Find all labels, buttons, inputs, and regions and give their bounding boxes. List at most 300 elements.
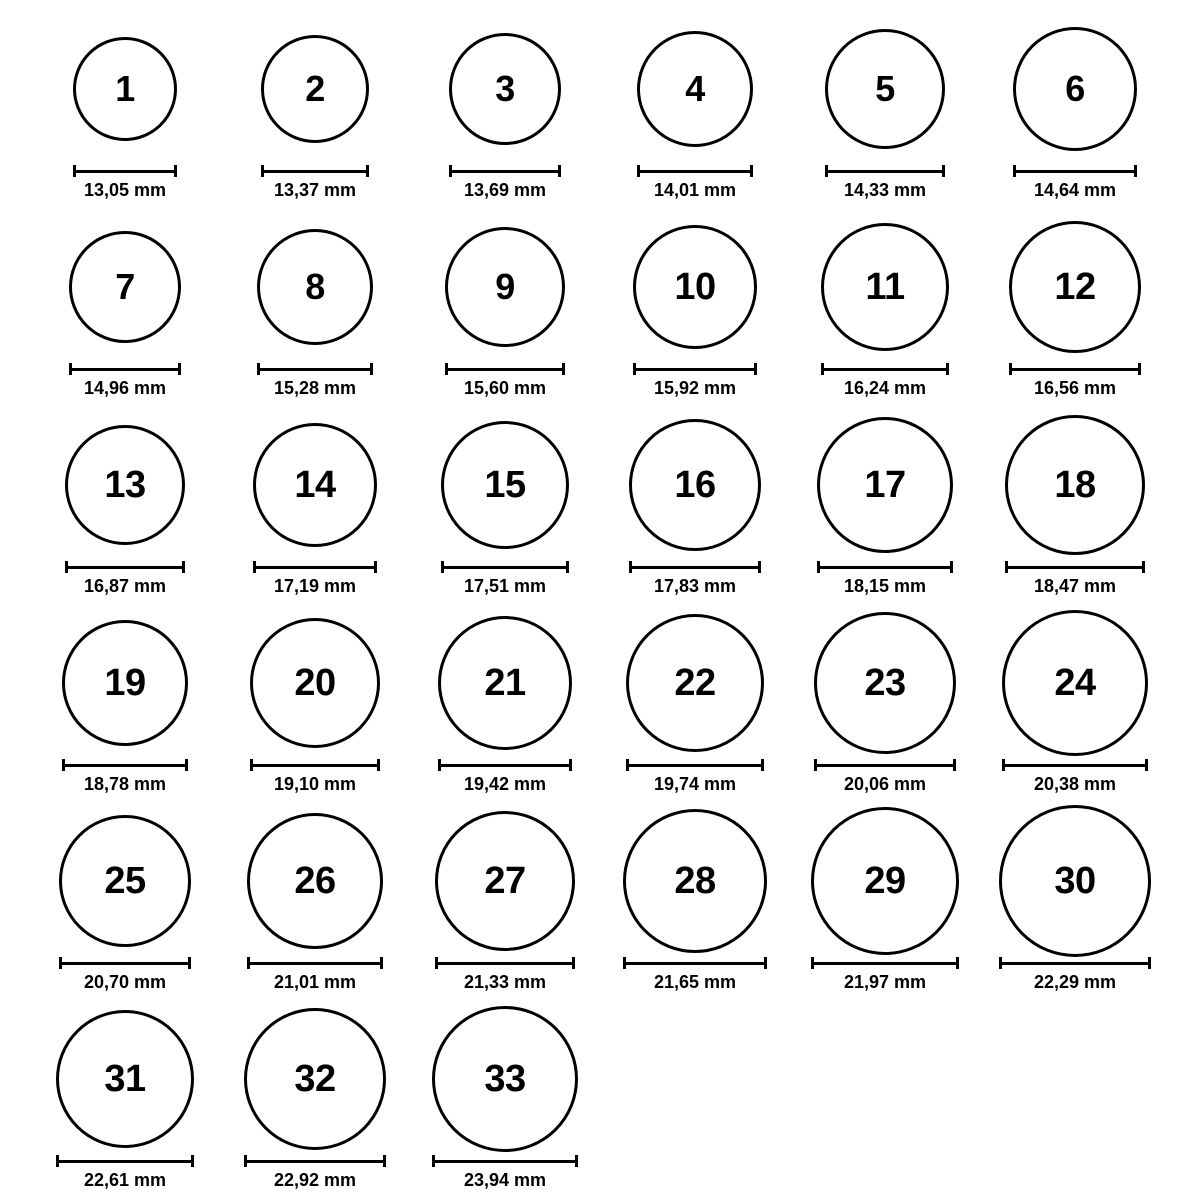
ring-circle[interactable] <box>999 805 1151 957</box>
ring-diameter-measure <box>438 759 572 793</box>
dimension-cap-right <box>374 561 377 573</box>
dimension-line-icon <box>253 561 377 573</box>
dimension-cap-right <box>761 759 764 771</box>
ring-size-cell[interactable] <box>30 410 220 608</box>
dimension-cap-right <box>178 363 181 375</box>
ring-diameter-measure <box>1002 759 1148 793</box>
ring-diameter-label: 15,92 mm <box>653 378 737 398</box>
ring-circle[interactable] <box>821 223 949 351</box>
ring-size-number: 19 <box>104 662 146 704</box>
dimension-bar <box>623 962 767 965</box>
ring-diameter-label: 21,97 mm <box>843 972 927 992</box>
ring-circle-wrap <box>629 410 761 560</box>
ring-size-number: 18 <box>1054 464 1096 506</box>
ring-size-number: 10 <box>674 266 716 308</box>
ring-size-cell[interactable] <box>410 806 600 1004</box>
dimension-cap-left <box>435 957 438 969</box>
ring-size-cell[interactable] <box>790 410 980 608</box>
dimension-cap-left <box>250 759 253 771</box>
dimension-line-icon <box>811 957 959 969</box>
ring-size-number: 21 <box>484 662 526 704</box>
dimension-cap-left <box>438 759 441 771</box>
dimension-line-icon <box>817 561 953 573</box>
ring-size-cell[interactable] <box>600 806 790 1004</box>
dimension-cap-left <box>69 363 72 375</box>
ring-size-cell[interactable] <box>790 212 980 410</box>
dimension-bar <box>1013 170 1137 173</box>
ring-size-number: 2 <box>305 68 325 109</box>
dimension-cap-left <box>441 561 444 573</box>
ring-diameter-label: 20,38 mm <box>1033 774 1117 794</box>
ring-size-number: 20 <box>294 662 336 704</box>
dimension-cap-right <box>942 165 945 177</box>
ring-circle-wrap <box>244 1004 386 1154</box>
ring-size-cell[interactable] <box>410 1004 600 1202</box>
dimension-cap-left <box>623 957 626 969</box>
ring-diameter-measure <box>999 957 1151 991</box>
dimension-cap-left <box>637 165 640 177</box>
dimension-cap-right <box>380 957 383 969</box>
ring-diameter-label: 13,05 mm <box>83 180 167 200</box>
dimension-cap-left <box>633 363 636 375</box>
dimension-line-icon <box>629 561 761 573</box>
dimension-cap-left <box>811 957 814 969</box>
dimension-cap-left <box>73 165 76 177</box>
ring-size-number: 27 <box>484 860 526 902</box>
ring-diameter-label: 14,33 mm <box>843 180 927 200</box>
ring-circle[interactable] <box>637 31 753 147</box>
ring-diameter-measure <box>821 363 949 397</box>
dimension-cap-right <box>366 165 369 177</box>
ring-circle[interactable] <box>257 229 373 345</box>
dimension-line-icon <box>449 165 561 177</box>
dimension-bar <box>247 962 383 965</box>
dimension-bar <box>633 368 757 371</box>
dimension-cap-right <box>377 759 380 771</box>
ring-size-number: 24 <box>1054 662 1096 704</box>
ring-circle-wrap <box>247 806 383 956</box>
dimension-line-icon <box>59 957 191 969</box>
dimension-line-icon <box>441 561 569 573</box>
dimension-bar <box>435 962 575 965</box>
ring-circle-wrap <box>250 608 380 758</box>
dimension-line-icon <box>1005 561 1145 573</box>
dimension-cap-left <box>825 165 828 177</box>
ring-circle[interactable] <box>73 37 177 141</box>
dimension-cap-left <box>65 561 68 573</box>
ring-diameter-measure <box>825 165 945 199</box>
dimension-cap-right <box>566 561 569 573</box>
ring-size-cell[interactable] <box>600 14 790 212</box>
dimension-cap-right <box>1142 561 1145 573</box>
dimension-cap-left <box>59 957 62 969</box>
ring-circle-wrap <box>1009 212 1141 362</box>
ring-size-number: 23 <box>864 662 906 704</box>
dimension-cap-right <box>575 1155 578 1167</box>
dimension-line-icon <box>435 957 575 969</box>
ring-diameter-label: 20,06 mm <box>843 774 927 794</box>
ring-size-number: 30 <box>1054 860 1096 902</box>
ring-size-cell[interactable] <box>220 1004 410 1202</box>
ring-diameter-measure <box>250 759 380 793</box>
ring-circle-wrap <box>56 1004 194 1154</box>
ring-circle[interactable] <box>438 616 572 750</box>
dimension-bar <box>73 170 177 173</box>
dimension-line-icon <box>65 561 185 573</box>
ring-circle[interactable] <box>69 231 181 343</box>
dimension-bar <box>449 170 561 173</box>
dimension-cap-right <box>191 1155 194 1167</box>
ring-diameter-measure <box>261 165 369 199</box>
ring-diameter-label: 21,01 mm <box>273 972 357 992</box>
ring-size-number: 15 <box>484 464 526 506</box>
dimension-cap-right <box>188 957 191 969</box>
ring-circle[interactable] <box>65 425 185 545</box>
dimension-cap-left <box>999 957 1002 969</box>
ring-size-number: 28 <box>674 860 716 902</box>
dimension-cap-right <box>383 1155 386 1167</box>
dimension-line-icon <box>69 363 181 375</box>
ring-size-cell[interactable] <box>30 1004 220 1202</box>
dimension-bar <box>438 764 572 767</box>
ring-circle[interactable] <box>247 813 383 949</box>
ring-size-number: 7 <box>115 266 135 307</box>
dimension-bar <box>257 368 373 371</box>
dimension-bar <box>261 170 369 173</box>
ring-circle[interactable] <box>817 417 953 553</box>
dimension-cap-right <box>174 165 177 177</box>
ring-circle[interactable] <box>244 1008 386 1150</box>
ring-diameter-label: 22,29 mm <box>1033 972 1117 992</box>
ring-circle-wrap <box>633 212 757 362</box>
ring-diameter-measure <box>1009 363 1141 397</box>
ring-circle-wrap <box>257 212 373 362</box>
ring-size-cell[interactable] <box>410 14 600 212</box>
ring-size-cell[interactable] <box>410 212 600 410</box>
dimension-line-icon <box>1013 165 1137 177</box>
dimension-bar <box>65 566 185 569</box>
ring-diameter-label: 13,37 mm <box>273 180 357 200</box>
ring-circle-wrap <box>69 212 181 362</box>
dimension-line-icon <box>445 363 565 375</box>
dimension-cap-left <box>432 1155 435 1167</box>
ring-size-number: 22 <box>674 662 716 704</box>
ring-diameter-label: 19,42 mm <box>463 774 547 794</box>
ring-size-cell[interactable] <box>220 14 410 212</box>
dimension-cap-left <box>1005 561 1008 573</box>
dimension-bar <box>441 566 569 569</box>
dimension-cap-left <box>629 561 632 573</box>
dimension-cap-right <box>1134 165 1137 177</box>
ring-circle[interactable] <box>441 421 569 549</box>
ring-size-cell[interactable] <box>980 608 1170 806</box>
ring-diameter-measure <box>633 363 757 397</box>
ring-diameter-label: 19,10 mm <box>273 774 357 794</box>
dimension-cap-left <box>817 561 820 573</box>
ring-diameter-measure <box>1005 561 1145 595</box>
ring-size-number: 1 <box>115 68 135 109</box>
ring-diameter-measure <box>244 1155 386 1189</box>
ring-circle[interactable] <box>825 29 945 149</box>
ring-circle[interactable] <box>449 33 561 145</box>
ring-size-number: 12 <box>1054 266 1096 308</box>
ring-size-number: 14 <box>294 464 336 506</box>
ring-diameter-measure <box>623 957 767 991</box>
dimension-cap-left <box>449 165 452 177</box>
ring-circle[interactable] <box>626 614 764 752</box>
dimension-cap-right <box>946 363 949 375</box>
dimension-cap-left <box>814 759 817 771</box>
dimension-line-icon <box>62 759 188 771</box>
ring-size-number: 3 <box>495 68 515 109</box>
dimension-cap-right <box>182 561 185 573</box>
dimension-cap-right <box>569 759 572 771</box>
ring-diameter-label: 13,69 mm <box>463 180 547 200</box>
ring-size-number: 11 <box>865 266 905 308</box>
ring-size-cell[interactable] <box>410 608 600 806</box>
ring-diameter-measure <box>445 363 565 397</box>
ring-size-cell[interactable] <box>980 410 1170 608</box>
dimension-cap-right <box>750 165 753 177</box>
ring-size-cell[interactable] <box>410 410 600 608</box>
ring-diameter-label: 18,78 mm <box>83 774 167 794</box>
dimension-cap-left <box>244 1155 247 1167</box>
ring-diameter-measure <box>247 957 383 991</box>
ring-diameter-label: 17,51 mm <box>463 576 547 596</box>
ring-circle-wrap <box>441 410 569 560</box>
ring-diameter-label: 15,60 mm <box>463 378 547 398</box>
ring-size-number: 9 <box>495 266 515 307</box>
ring-circle-wrap <box>432 1004 578 1154</box>
dimension-line-icon <box>244 1155 386 1167</box>
dimension-line-icon <box>821 363 949 375</box>
dimension-bar <box>56 1160 194 1163</box>
ring-circle-wrap <box>445 212 565 362</box>
ring-size-cell[interactable] <box>220 806 410 1004</box>
ring-size-grid <box>30 14 1170 1202</box>
ring-circle[interactable] <box>445 227 565 347</box>
dimension-cap-right <box>562 363 565 375</box>
ring-diameter-measure <box>59 957 191 991</box>
ring-diameter-label: 14,01 mm <box>653 180 737 200</box>
ring-circle-wrap <box>623 806 767 956</box>
dimension-cap-right <box>370 363 373 375</box>
ring-circle[interactable] <box>435 811 575 951</box>
ring-circle-wrap <box>811 806 959 956</box>
ring-circle[interactable] <box>261 35 369 143</box>
ring-circle[interactable] <box>62 620 188 746</box>
ring-size-number: 8 <box>305 266 325 307</box>
ring-circle[interactable] <box>623 809 767 953</box>
dimension-line-icon <box>432 1155 578 1167</box>
dimension-bar <box>69 368 181 371</box>
ring-circle-wrap <box>59 806 191 956</box>
dimension-bar <box>821 368 949 371</box>
ring-diameter-measure <box>449 165 561 199</box>
ring-size-cell[interactable] <box>790 14 980 212</box>
ring-diameter-label: 21,33 mm <box>463 972 547 992</box>
dimension-line-icon <box>73 165 177 177</box>
ring-size-number: 26 <box>294 860 336 902</box>
dimension-bar <box>811 962 959 965</box>
ring-circle-wrap <box>1013 14 1137 164</box>
ring-circle[interactable] <box>633 225 757 349</box>
ring-diameter-measure <box>441 561 569 595</box>
ring-size-number: 29 <box>864 860 906 902</box>
dimension-cap-right <box>950 561 953 573</box>
ring-circle-wrap <box>637 14 753 164</box>
dimension-cap-left <box>1013 165 1016 177</box>
ring-diameter-measure <box>435 957 575 991</box>
ring-size-cell[interactable] <box>600 608 790 806</box>
ring-circle-wrap <box>438 608 572 758</box>
ring-size-cell[interactable] <box>980 806 1170 1004</box>
ring-circle-wrap <box>626 608 764 758</box>
ring-diameter-label: 19,74 mm <box>653 774 737 794</box>
ring-size-number: 16 <box>674 464 716 506</box>
ring-diameter-measure <box>69 363 181 397</box>
ring-diameter-label: 23,94 mm <box>463 1170 547 1190</box>
ring-size-cell[interactable] <box>30 608 220 806</box>
ring-size-cell[interactable] <box>790 608 980 806</box>
ring-circle-wrap <box>1005 410 1145 560</box>
dimension-line-icon <box>999 957 1151 969</box>
ring-size-cell[interactable] <box>30 212 220 410</box>
dimension-cap-left <box>253 561 256 573</box>
ring-diameter-measure <box>432 1155 578 1189</box>
dimension-bar <box>626 764 764 767</box>
ring-circle[interactable] <box>59 815 191 947</box>
ring-diameter-label: 17,19 mm <box>273 576 357 596</box>
ring-size-number: 31 <box>104 1058 146 1100</box>
ring-circle-wrap <box>817 410 953 560</box>
ring-size-cell[interactable] <box>980 212 1170 410</box>
ring-diameter-label: 16,87 mm <box>83 576 167 596</box>
dimension-cap-left <box>261 165 264 177</box>
ring-diameter-measure <box>253 561 377 595</box>
ring-circle-wrap <box>449 14 561 164</box>
dimension-line-icon <box>247 957 383 969</box>
dimension-bar <box>253 566 377 569</box>
ring-size-cell[interactable] <box>600 410 790 608</box>
ring-size-cell[interactable] <box>30 14 220 212</box>
ring-circle-wrap <box>814 608 956 758</box>
ring-diameter-measure <box>65 561 185 595</box>
ring-size-number: 6 <box>1065 68 1085 109</box>
ring-circle[interactable] <box>1013 27 1137 151</box>
ring-diameter-label: 22,92 mm <box>273 1170 357 1190</box>
ring-diameter-label: 14,96 mm <box>83 378 167 398</box>
dimension-cap-right <box>558 165 561 177</box>
ring-circle-wrap <box>825 14 945 164</box>
ring-diameter-measure <box>637 165 753 199</box>
dimension-line-icon <box>623 957 767 969</box>
dimension-cap-right <box>956 957 959 969</box>
ring-diameter-label: 16,56 mm <box>1033 378 1117 398</box>
dimension-line-icon <box>1009 363 1141 375</box>
dimension-cap-left <box>445 363 448 375</box>
dimension-line-icon <box>261 165 369 177</box>
ring-circle-wrap <box>435 806 575 956</box>
dimension-bar <box>825 170 945 173</box>
dimension-line-icon <box>814 759 956 771</box>
ring-size-number: 13 <box>104 464 146 506</box>
ring-circle[interactable] <box>1009 221 1141 353</box>
dimension-bar <box>250 764 380 767</box>
ring-diameter-measure <box>257 363 373 397</box>
ring-diameter-label: 21,65 mm <box>653 972 737 992</box>
ring-circle-wrap <box>253 410 377 560</box>
dimension-line-icon <box>1002 759 1148 771</box>
ring-size-number: 33 <box>484 1058 526 1100</box>
ring-circle[interactable] <box>1005 415 1145 555</box>
dimension-line-icon <box>633 363 757 375</box>
ring-diameter-measure <box>73 165 177 199</box>
ring-circle-wrap <box>62 608 188 758</box>
ring-circle-wrap <box>261 14 369 164</box>
ring-diameter-measure <box>814 759 956 793</box>
dimension-bar <box>244 1160 386 1163</box>
dimension-bar <box>629 566 761 569</box>
ring-size-cell[interactable] <box>980 14 1170 212</box>
ring-diameter-label: 18,15 mm <box>843 576 927 596</box>
ring-circle[interactable] <box>250 618 380 748</box>
ring-diameter-measure <box>629 561 761 595</box>
ring-circle[interactable] <box>56 1010 194 1148</box>
dimension-line-icon <box>438 759 572 771</box>
ring-size-cell[interactable] <box>220 212 410 410</box>
dimension-bar <box>62 764 188 767</box>
ring-circle[interactable] <box>1002 610 1148 756</box>
dimension-bar <box>817 566 953 569</box>
ring-circle[interactable] <box>432 1006 578 1152</box>
ring-size-cell[interactable] <box>790 806 980 1004</box>
dimension-cap-right <box>572 957 575 969</box>
ring-circle[interactable] <box>253 423 377 547</box>
dimension-bar <box>637 170 753 173</box>
dimension-cap-left <box>247 957 250 969</box>
ring-diameter-measure <box>1013 165 1137 199</box>
dimension-cap-left <box>62 759 65 771</box>
dimension-cap-right <box>953 759 956 771</box>
ring-diameter-measure <box>811 957 959 991</box>
ring-circle[interactable] <box>811 807 959 955</box>
ring-diameter-measure <box>817 561 953 595</box>
ring-circle[interactable] <box>629 419 761 551</box>
ring-size-number: 17 <box>864 464 906 506</box>
ring-size-cell[interactable] <box>600 212 790 410</box>
dimension-bar <box>1009 368 1141 371</box>
ring-circle-wrap <box>821 212 949 362</box>
ring-size-number: 32 <box>294 1058 336 1100</box>
dimension-line-icon <box>637 165 753 177</box>
ring-size-cell[interactable] <box>30 806 220 1004</box>
ring-diameter-label: 17,83 mm <box>653 576 737 596</box>
dimension-line-icon <box>825 165 945 177</box>
ring-circle[interactable] <box>814 612 956 754</box>
dimension-cap-right <box>758 561 761 573</box>
dimension-cap-right <box>764 957 767 969</box>
ring-circle-wrap <box>65 410 185 560</box>
ring-diameter-label: 22,61 mm <box>83 1170 167 1190</box>
ring-size-cell[interactable] <box>220 608 410 806</box>
ring-size-cell[interactable] <box>220 410 410 608</box>
dimension-cap-left <box>626 759 629 771</box>
dimension-line-icon <box>250 759 380 771</box>
dimension-bar <box>999 962 1151 965</box>
dimension-cap-right <box>754 363 757 375</box>
dimension-bar <box>1002 764 1148 767</box>
